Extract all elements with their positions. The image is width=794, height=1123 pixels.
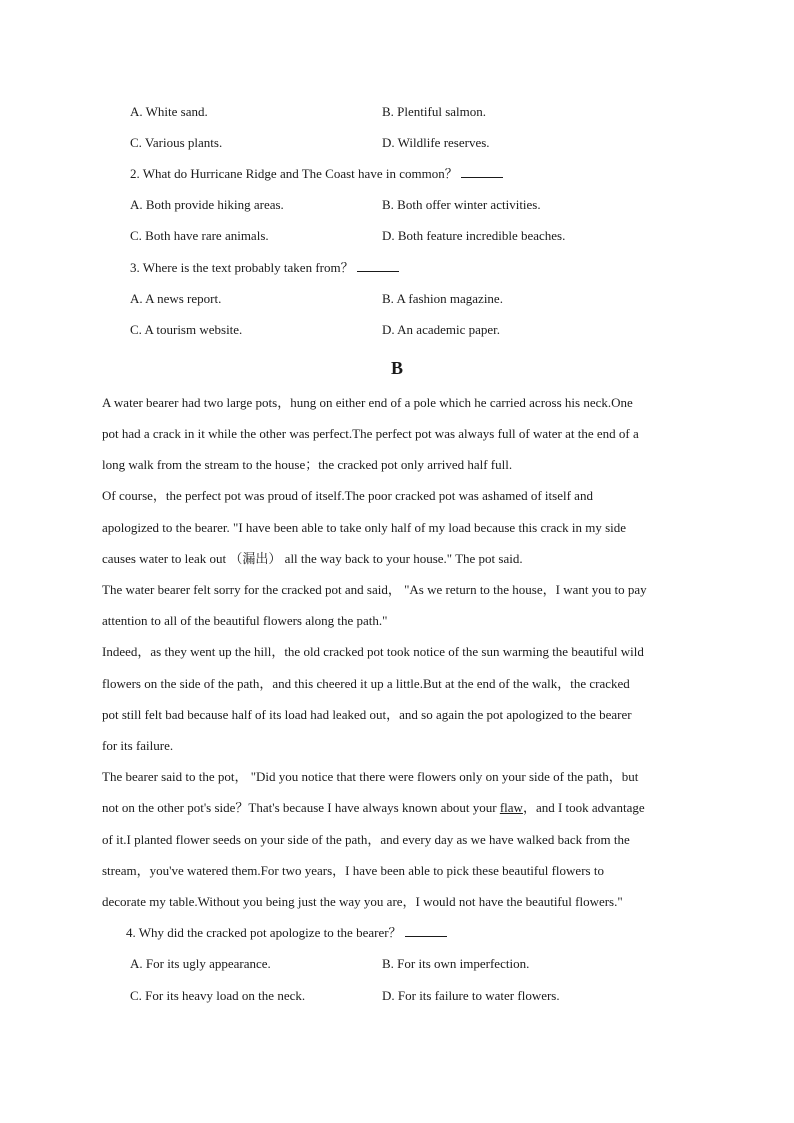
q3-text: 3. Where is the text probably taken from？ — [130, 260, 354, 275]
passage-line: attention to all of the beautiful flowers along the path." — [102, 613, 388, 628]
q2-option-a: A. Both provide hiking areas. — [130, 197, 284, 212]
passage-line: stream，you've watered them.For two years，I have been able to pick these beautiful flowers to — [102, 863, 604, 878]
q2-stem — [130, 166, 503, 182]
passage-line: pot had a crack in it while the other was perfect.The perfect pot was always full of water at the end of a — [102, 426, 639, 441]
q1-option-a: A. White sand. — [130, 104, 208, 119]
q2-option-b: B. Both offer winter activities. — [382, 197, 541, 212]
q3-stem — [130, 260, 399, 276]
passage-line: long walk from the stream to the house；the cracked pot only arrived half full. — [102, 457, 513, 472]
passage-line: The bearer said to the pot， "Did you notice that there were flowers only on your side of the path，but — [102, 769, 639, 784]
q4-option-b: B. For its own imperfection. — [382, 956, 530, 971]
passage-line: Of course，the perfect pot was proud of itself.The poor cracked pot was ashamed of itself and — [102, 488, 593, 503]
passage-text: ，and I took advantage — [522, 800, 645, 815]
q4-stem — [126, 925, 447, 941]
q3-answer-blank[interactable] — [357, 260, 399, 272]
passage-text: not on the other pot's side？That's because I have always known about your — [102, 800, 500, 815]
passage-line: Indeed，as they went up the hill，the old cracked pot took notice of the sun warming the beautiful wild — [102, 644, 644, 659]
section-title: B — [390, 358, 403, 378]
q2-option-d: D. Both feature incredible beaches. — [382, 228, 566, 243]
passage-line: A water bearer had two large pots，hung on either end of a pole which he carried across his neck.One — [102, 395, 633, 410]
passage-line — [102, 800, 645, 816]
underlined-word-flaw: flaw — [499, 800, 523, 815]
passage-line: for its failure. — [102, 738, 174, 753]
q4-answer-blank[interactable] — [405, 925, 447, 937]
q2-option-c: C. Both have rare animals. — [130, 228, 269, 243]
q2-answer-blank[interactable] — [461, 166, 503, 178]
passage-line: The water bearer felt sorry for the cracked pot and said， "As we return to the house，I want you to pay — [102, 582, 647, 597]
q1-option-c: C. Various plants. — [130, 135, 223, 150]
passage-line: apologized to the bearer. "I have been able to take only half of my load because this crack in my side — [102, 520, 627, 535]
q3-option-a: A. A news report. — [130, 291, 222, 306]
q3-option-d: D. An academic paper. — [382, 322, 501, 337]
q4-text: 4. Why did the cracked pot apologize to the bearer？ — [126, 925, 402, 940]
passage-line: of it.I planted flower seeds on your side of the path，and every day as we have walked back from the — [102, 832, 630, 847]
passage-line: causes water to leak out （漏出） all the way back to your house." The pot said. — [102, 551, 523, 566]
q3-option-b: B. A fashion magazine. — [382, 291, 503, 306]
q4-option-a: A. For its ugly appearance. — [130, 956, 271, 971]
passage-line: decorate my table.Without you being just the way you are，I would not have the beautiful flowers." — [102, 894, 623, 909]
q3-option-c: C. A tourism website. — [130, 322, 243, 337]
q4-option-c: C. For its heavy load on the neck. — [130, 988, 306, 1003]
q4-option-d: D. For its failure to water flowers. — [382, 988, 560, 1003]
passage-line: flowers on the side of the path，and this cheered it up a little.But at the end of the walk，the cracked — [102, 676, 630, 691]
q1-option-b: B. Plentiful salmon. — [382, 104, 486, 119]
q2-text: 2. What do Hurricane Ridge and The Coast have in common？ — [130, 166, 458, 181]
q1-option-d: D. Wildlife reserves. — [382, 135, 490, 150]
passage-line: pot still felt bad because half of its load had leaked out，and so again the pot apologized to the bearer — [102, 707, 632, 722]
